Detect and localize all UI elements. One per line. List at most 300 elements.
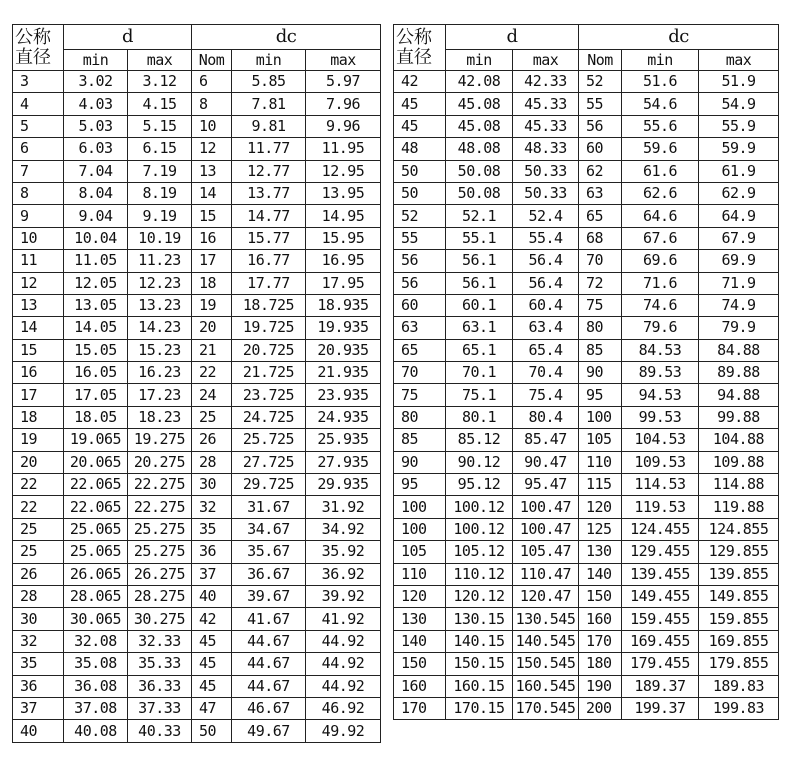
nominal-diameter-header-line1: 公称	[15, 26, 51, 48]
d-min-cell: 37.08	[64, 697, 128, 719]
d-max-cell: 26.275	[128, 563, 192, 585]
table-row	[13, 474, 381, 496]
dc-min-cell: 119.53	[622, 496, 699, 518]
table-row	[13, 160, 381, 182]
nominal-size-cell: 56	[394, 250, 446, 272]
table-row	[394, 317, 779, 339]
dc-nom-cell: 85	[579, 339, 622, 361]
d-max-cell: 25.275	[128, 518, 192, 540]
dc-min-cell: 84.53	[622, 339, 699, 361]
table-row	[13, 496, 381, 518]
d-max-cell: 80.4	[513, 406, 579, 428]
d-min-cell: 52.1	[446, 205, 513, 227]
nominal-size-cell: 40	[13, 720, 64, 742]
dc-nom-cell: 19	[192, 294, 232, 316]
dc-nom-cell: 20	[192, 317, 232, 339]
dc-max-cell: 61.9	[699, 160, 779, 182]
dc-nom-cell: 40	[192, 585, 232, 607]
d-min-cell: 42.08	[446, 71, 513, 93]
table-row	[394, 272, 779, 294]
dc-nom-cell: 24	[192, 384, 232, 406]
d-min-cell: 70.1	[446, 362, 513, 384]
d-min-cell: 20.065	[64, 451, 128, 473]
nominal-size-cell: 13	[13, 294, 64, 316]
d-min-cell: 75.1	[446, 384, 513, 406]
d-max-cell: 140.545	[513, 630, 579, 652]
dc-min-cell: 7.81	[232, 93, 306, 115]
dc-min-cell: 14.77	[232, 205, 306, 227]
dc-min-cell: 189.37	[622, 675, 699, 697]
dc-max-cell: 99.88	[699, 406, 779, 428]
nominal-diameter-header-line2: 直径	[15, 46, 51, 68]
dc-nom-cell: 90	[579, 362, 622, 384]
dc-nom-cell: 45	[192, 675, 232, 697]
dc-min-cell: 20.725	[232, 339, 306, 361]
dc-max-cell: 49.92	[306, 720, 381, 742]
d-max-cell: 90.47	[513, 451, 579, 473]
dc-nom-cell: 35	[192, 518, 232, 540]
dc-nom-cell: 95	[579, 384, 622, 406]
d-min-cell: 15.05	[64, 339, 128, 361]
table-row	[394, 71, 779, 93]
table-row	[13, 317, 381, 339]
dc-min-cell: 129.455	[622, 541, 699, 563]
header-row-2	[394, 50, 779, 71]
dc-max-cell: 5.97	[306, 71, 381, 93]
d-max-cell: 100.47	[513, 518, 579, 540]
nominal-size-cell: 4	[13, 93, 64, 115]
table-row	[13, 653, 381, 675]
nominal-size-cell: 17	[13, 384, 64, 406]
dc-nom-cell: 42	[192, 608, 232, 630]
dc-nom-cell: 30	[192, 474, 232, 496]
dc-nom-cell: 13	[192, 160, 232, 182]
table-row	[13, 384, 381, 406]
dc-min-cell: 49.67	[232, 720, 306, 742]
table-row	[13, 451, 381, 473]
dc-nom-cell: 140	[579, 563, 622, 585]
dc-max-cell: 104.88	[699, 429, 779, 451]
dc-min-cell: 15.77	[232, 227, 306, 249]
d-min-cell: 35.08	[64, 653, 128, 675]
nominal-size-cell: 22	[13, 496, 64, 518]
d-min-cell: 110.12	[446, 563, 513, 585]
d-max-cell: 160.545	[513, 675, 579, 697]
dc-min-cell: 12.77	[232, 160, 306, 182]
dc-max-cell: 18.935	[306, 294, 381, 316]
d-min-cell: 19.065	[64, 429, 128, 451]
dc-nom-cell: 72	[579, 272, 622, 294]
d-max-cell: 18.23	[128, 406, 192, 428]
d-min-cell: 9.04	[64, 205, 128, 227]
table-row	[13, 585, 381, 607]
dc-min-cell: 17.77	[232, 272, 306, 294]
dc-nom-cell: 60	[579, 138, 622, 160]
dc-max-cell: 199.83	[699, 697, 779, 719]
dc-nom-cell: 32	[192, 496, 232, 518]
d-min-cell: 11.05	[64, 250, 128, 272]
dc-max-header: max	[306, 50, 381, 71]
dc-min-cell: 39.67	[232, 585, 306, 607]
dc-nom-cell: 63	[579, 182, 622, 204]
table-row	[394, 138, 779, 160]
nominal-size-cell: 28	[13, 585, 64, 607]
d-min-cell: 6.03	[64, 138, 128, 160]
nominal-size-cell: 55	[394, 227, 446, 249]
dc-min-cell: 27.725	[232, 451, 306, 473]
dc-min-cell: 62.6	[622, 182, 699, 204]
dc-nom-cell: 160	[579, 608, 622, 630]
dc-min-cell: 55.6	[622, 115, 699, 137]
dc-max-cell: 12.95	[306, 160, 381, 182]
nominal-size-cell: 36	[13, 675, 64, 697]
d-max-cell: 48.33	[513, 138, 579, 160]
dc-min-cell: 124.455	[622, 518, 699, 540]
d-max-cell: 120.47	[513, 585, 579, 607]
d-max-cell: 7.19	[128, 160, 192, 182]
nominal-size-cell: 26	[13, 563, 64, 585]
dc-min-cell: 44.67	[232, 630, 306, 652]
nominal-size-cell: 32	[13, 630, 64, 652]
dc-max-cell: 109.88	[699, 451, 779, 473]
d-min-cell: 90.12	[446, 451, 513, 473]
dc-max-cell: 44.92	[306, 630, 381, 652]
table-row	[394, 384, 779, 406]
d-header: d	[64, 25, 192, 50]
d-min-cell: 10.04	[64, 227, 128, 249]
dc-min-cell: 89.53	[622, 362, 699, 384]
d-max-cell: 17.23	[128, 384, 192, 406]
dc-nom-cell: 8	[192, 93, 232, 115]
table-row	[394, 182, 779, 204]
table-row	[13, 675, 381, 697]
nominal-size-cell: 63	[394, 317, 446, 339]
d-max-cell: 6.15	[128, 138, 192, 160]
dc-max-cell: 119.88	[699, 496, 779, 518]
d-max-cell: 15.23	[128, 339, 192, 361]
nominal-size-cell: 95	[394, 474, 446, 496]
table-row	[13, 608, 381, 630]
dc-max-cell: 44.92	[306, 653, 381, 675]
dc-max-cell: 39.92	[306, 585, 381, 607]
dc-min-cell: 9.81	[232, 115, 306, 137]
dc-min-cell: 18.725	[232, 294, 306, 316]
dc-nom-cell: 105	[579, 429, 622, 451]
d-max-cell: 56.4	[513, 272, 579, 294]
dc-min-cell: 29.725	[232, 474, 306, 496]
d-max-cell: 30.275	[128, 608, 192, 630]
nominal-diameter-header	[13, 25, 64, 71]
d-min-header: min	[64, 50, 128, 71]
dc-nom-cell: 45	[192, 630, 232, 652]
dc-max-cell: 129.855	[699, 541, 779, 563]
d-max-cell: 110.47	[513, 563, 579, 585]
table-row	[394, 362, 779, 384]
d-max-cell: 52.4	[513, 205, 579, 227]
d-min-cell: 4.03	[64, 93, 128, 115]
d-max-cell: 37.33	[128, 697, 192, 719]
dc-min-cell: 114.53	[622, 474, 699, 496]
dc-nom-cell: 80	[579, 317, 622, 339]
dc-min-cell: 36.67	[232, 563, 306, 585]
table-row	[394, 518, 779, 540]
dc-nom-cell: 50	[192, 720, 232, 742]
nominal-size-cell: 100	[394, 518, 446, 540]
dc-nom-cell: 200	[579, 697, 622, 719]
d-min-cell: 140.15	[446, 630, 513, 652]
d-max-cell: 20.275	[128, 451, 192, 473]
d-max-cell: 65.4	[513, 339, 579, 361]
table-row	[394, 697, 779, 719]
d-min-cell: 17.05	[64, 384, 128, 406]
nominal-diameter-header	[394, 25, 446, 71]
d-min-cell: 80.1	[446, 406, 513, 428]
dc-min-cell: 21.725	[232, 362, 306, 384]
dc-min-cell: 16.77	[232, 250, 306, 272]
dc-min-cell: 69.6	[622, 250, 699, 272]
nominal-size-cell: 6	[13, 138, 64, 160]
table-row	[13, 294, 381, 316]
dc-nom-cell: 36	[192, 541, 232, 563]
table-row	[394, 474, 779, 496]
d-max-cell: 56.4	[513, 250, 579, 272]
dc-nom-cell: 14	[192, 182, 232, 204]
dc-max-cell: 41.92	[306, 608, 381, 630]
d-max-cell: 55.4	[513, 227, 579, 249]
d-max-cell: 11.23	[128, 250, 192, 272]
dc-max-cell: 59.9	[699, 138, 779, 160]
dc-min-cell: 11.77	[232, 138, 306, 160]
dc-min-cell: 67.6	[622, 227, 699, 249]
dc-max-cell: 9.96	[306, 115, 381, 137]
table-row	[13, 541, 381, 563]
dc-min-cell: 94.53	[622, 384, 699, 406]
d-max-header: max	[128, 50, 192, 71]
nominal-size-cell: 11	[13, 250, 64, 272]
dc-nom-cell: 17	[192, 250, 232, 272]
d-min-cell: 105.12	[446, 541, 513, 563]
dc-min-cell: 5.85	[232, 71, 306, 93]
d-max-cell: 8.19	[128, 182, 192, 204]
dc-min-cell: 24.725	[232, 406, 306, 428]
d-max-cell: 3.12	[128, 71, 192, 93]
dc-min-cell: 179.455	[622, 653, 699, 675]
d-min-cell: 65.1	[446, 339, 513, 361]
d-min-cell: 16.05	[64, 362, 128, 384]
nominal-size-cell: 70	[394, 362, 446, 384]
dc-nom-cell: 45	[192, 653, 232, 675]
d-min-cell: 120.12	[446, 585, 513, 607]
dc-max-cell: 36.92	[306, 563, 381, 585]
dc-nom-cell: 115	[579, 474, 622, 496]
dc-nom-cell: 100	[579, 406, 622, 428]
d-min-cell: 22.065	[64, 474, 128, 496]
dc-min-cell: 64.6	[622, 205, 699, 227]
table-right-body	[394, 25, 779, 720]
dc-max-cell: 16.95	[306, 250, 381, 272]
dc-nom-cell: 10	[192, 115, 232, 137]
table-row	[394, 563, 779, 585]
dc-min-cell: 59.6	[622, 138, 699, 160]
dc-nom-cell: 21	[192, 339, 232, 361]
d-max-cell: 35.33	[128, 653, 192, 675]
d-min-cell: 25.065	[64, 541, 128, 563]
dc-min-cell: 46.67	[232, 697, 306, 719]
table-row	[394, 227, 779, 249]
dc-nom-cell: 15	[192, 205, 232, 227]
nominal-size-cell: 25	[13, 541, 64, 563]
d-min-cell: 63.1	[446, 317, 513, 339]
nominal-size-cell: 52	[394, 205, 446, 227]
nominal-diameter-header-line2: 直径	[396, 46, 432, 68]
d-max-header: max	[513, 50, 579, 71]
dc-nom-cell: 18	[192, 272, 232, 294]
d-min-cell: 30.065	[64, 608, 128, 630]
table-row	[394, 115, 779, 137]
d-max-cell: 95.47	[513, 474, 579, 496]
dc-max-cell: 25.935	[306, 429, 381, 451]
d-max-cell: 19.275	[128, 429, 192, 451]
dc-nom-cell: 62	[579, 160, 622, 182]
table-row	[13, 362, 381, 384]
dc-max-cell: 149.855	[699, 585, 779, 607]
dc-max-cell: 94.88	[699, 384, 779, 406]
dc-max-cell: 44.92	[306, 675, 381, 697]
spec-table-right	[393, 24, 779, 720]
nominal-size-cell: 170	[394, 697, 446, 719]
dc-min-cell: 44.67	[232, 675, 306, 697]
nominal-size-cell: 105	[394, 541, 446, 563]
nominal-size-cell: 9	[13, 205, 64, 227]
dc-min-cell: 54.6	[622, 93, 699, 115]
nominal-size-cell: 130	[394, 608, 446, 630]
dc-max-cell: 27.935	[306, 451, 381, 473]
dc-max-cell: 179.855	[699, 653, 779, 675]
d-max-cell: 28.275	[128, 585, 192, 607]
dc-nom-cell: 180	[579, 653, 622, 675]
d-min-cell: 45.08	[446, 93, 513, 115]
dc-max-cell: 20.935	[306, 339, 381, 361]
dc-nom-cell: 26	[192, 429, 232, 451]
header-row-2	[13, 50, 381, 71]
dc-min-cell: 51.6	[622, 71, 699, 93]
nominal-size-cell: 25	[13, 518, 64, 540]
d-min-cell: 26.065	[64, 563, 128, 585]
dc-max-cell: 31.92	[306, 496, 381, 518]
nominal-size-cell: 150	[394, 653, 446, 675]
dc-max-cell: 62.9	[699, 182, 779, 204]
d-min-cell: 85.12	[446, 429, 513, 451]
dc-max-cell: 79.9	[699, 317, 779, 339]
table-row	[13, 205, 381, 227]
d-max-cell: 36.33	[128, 675, 192, 697]
d-max-cell: 25.275	[128, 541, 192, 563]
dc-nom-cell: 37	[192, 563, 232, 585]
d-max-cell: 13.23	[128, 294, 192, 316]
table-row	[13, 227, 381, 249]
nominal-size-cell: 37	[13, 697, 64, 719]
dc-nom-cell: 125	[579, 518, 622, 540]
table-row	[394, 93, 779, 115]
table-row	[394, 294, 779, 316]
nominal-size-cell: 110	[394, 563, 446, 585]
dc-min-cell: 44.67	[232, 653, 306, 675]
dc-min-cell: 199.37	[622, 697, 699, 719]
dc-max-cell: 67.9	[699, 227, 779, 249]
dc-nom-cell: 130	[579, 541, 622, 563]
d-max-cell: 9.19	[128, 205, 192, 227]
dc-min-cell: 23.725	[232, 384, 306, 406]
spec-table-left	[12, 24, 381, 743]
d-max-cell: 22.275	[128, 474, 192, 496]
d-min-cell: 28.065	[64, 585, 128, 607]
nominal-size-cell: 85	[394, 429, 446, 451]
dc-min-cell: 35.67	[232, 541, 306, 563]
dc-max-header: max	[699, 50, 779, 71]
dc-min-header: min	[622, 50, 699, 71]
d-min-cell: 100.12	[446, 518, 513, 540]
dc-max-cell: 64.9	[699, 205, 779, 227]
dc-min-cell: 159.455	[622, 608, 699, 630]
d-min-cell: 48.08	[446, 138, 513, 160]
d-min-cell: 36.08	[64, 675, 128, 697]
d-max-cell: 5.15	[128, 115, 192, 137]
table-row	[394, 585, 779, 607]
nominal-size-cell: 30	[13, 608, 64, 630]
dc-max-cell: 19.935	[306, 317, 381, 339]
dc-nom-cell: 68	[579, 227, 622, 249]
nominal-size-cell: 140	[394, 630, 446, 652]
d-max-cell: 40.33	[128, 720, 192, 742]
table-row	[13, 272, 381, 294]
d-min-cell: 8.04	[64, 182, 128, 204]
table-row	[394, 496, 779, 518]
table-row	[394, 451, 779, 473]
dc-max-cell: 11.95	[306, 138, 381, 160]
dc-nom-cell: 120	[579, 496, 622, 518]
nominal-size-cell: 12	[13, 272, 64, 294]
dc-max-cell: 55.9	[699, 115, 779, 137]
dc-nom-cell: 110	[579, 451, 622, 473]
dc-max-cell: 124.855	[699, 518, 779, 540]
dc-max-cell: 13.95	[306, 182, 381, 204]
nominal-size-cell: 14	[13, 317, 64, 339]
dc-nom-cell: 16	[192, 227, 232, 249]
d-max-cell: 63.4	[513, 317, 579, 339]
dc-min-cell: 169.455	[622, 630, 699, 652]
dc-nom-cell: 28	[192, 451, 232, 473]
table-row	[394, 250, 779, 272]
d-max-cell: 50.33	[513, 160, 579, 182]
table-row	[13, 518, 381, 540]
table-row	[13, 720, 381, 742]
d-min-cell: 56.1	[446, 272, 513, 294]
table-row	[13, 563, 381, 585]
header-row-1	[394, 25, 779, 50]
table-row	[394, 630, 779, 652]
d-max-cell: 150.545	[513, 653, 579, 675]
dc-min-cell: 71.6	[622, 272, 699, 294]
dc-nom-cell: 170	[579, 630, 622, 652]
nominal-size-cell: 45	[394, 115, 446, 137]
dc-max-cell: 46.92	[306, 697, 381, 719]
dc-nom-cell: 56	[579, 115, 622, 137]
dc-min-cell: 104.53	[622, 429, 699, 451]
dc-max-cell: 89.88	[699, 362, 779, 384]
d-max-cell: 60.4	[513, 294, 579, 316]
dc-max-cell: 54.9	[699, 93, 779, 115]
dc-min-cell: 109.53	[622, 451, 699, 473]
